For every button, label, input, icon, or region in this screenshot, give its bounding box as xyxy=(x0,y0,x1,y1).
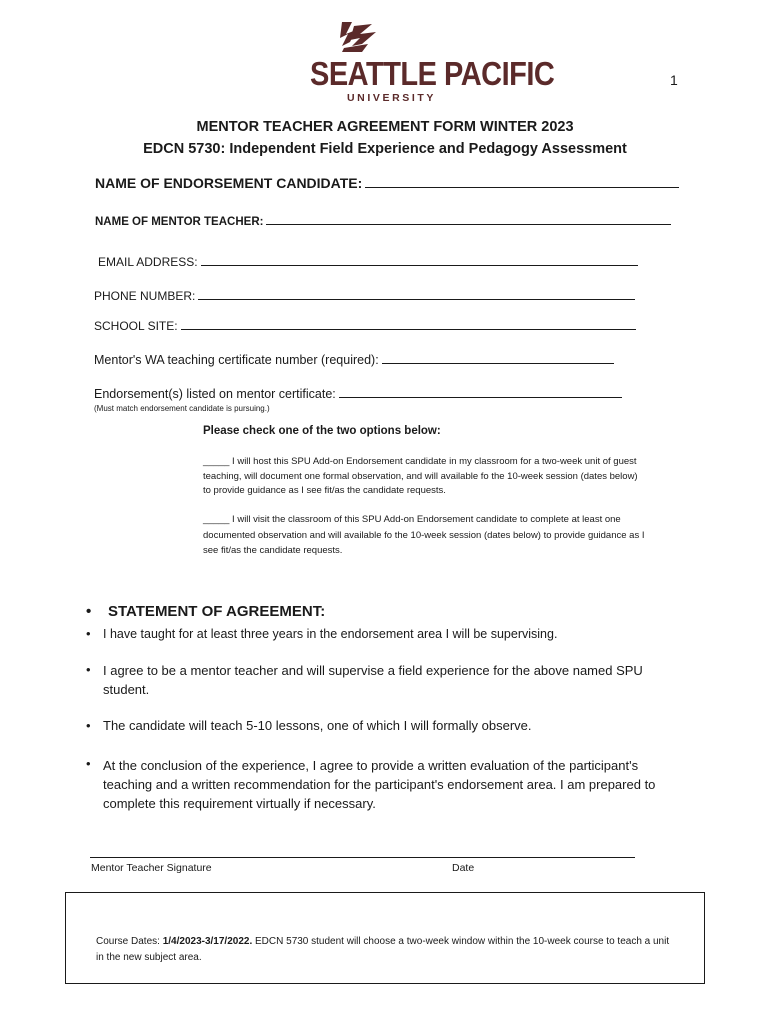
signature-line[interactable] xyxy=(90,857,635,858)
course-dates-prefix: Course Dates: xyxy=(96,936,163,947)
logo-subtitle: UNIVERSITY xyxy=(347,92,437,104)
signature-label: Mentor Teacher Signature xyxy=(91,862,212,874)
date-label: Date xyxy=(452,862,475,874)
agreement-item: At the conclusion of the experience, I agree to provide a written evaluation of the participant's teaching and a written recommendation for the participant's endorsement area. I am prepared to complete this requirement virtually if necessary. xyxy=(103,758,656,811)
agreement-heading-text: STATEMENT OF AGREEMENT: xyxy=(108,603,326,620)
agreement-item: I agree to be a mentor teacher and will supervise a field experience for the above named SPU student. xyxy=(103,663,643,697)
certificate-number-label: Mentor's WA teaching certificate number (required): xyxy=(94,353,379,367)
page-number: 1 xyxy=(670,72,678,88)
bullet-icon: • xyxy=(86,756,91,771)
course-dates-description: EDCN 5730 student will choose a two-week window within the 10-week course to teach a unit in the new subject area. xyxy=(96,936,670,963)
course-dates-text xyxy=(96,934,676,966)
page-subtitle: EDCN 5730: Independent Field Experience and Pedagogy Assessment xyxy=(143,141,627,157)
email-label: EMAIL ADDRESS: xyxy=(98,255,198,269)
school-site-label: SCHOOL SITE: xyxy=(94,319,178,333)
course-dates-range: 1/4/2023-3/17/2022. xyxy=(162,936,253,947)
logo-emblem-icon xyxy=(338,20,380,54)
school-site-field[interactable] xyxy=(94,317,636,333)
heading-bullet-icon: • xyxy=(86,603,92,620)
candidate-name-label: NAME OF ENDORSEMENT CANDIDATE: xyxy=(95,175,363,191)
logo-wordmark: SEATTLE PACIFIC xyxy=(310,56,555,93)
phone-field[interactable] xyxy=(94,287,635,303)
phone-label: PHONE NUMBER: xyxy=(94,289,196,303)
option-visit-observation[interactable]: _____ I will visit the classroom of this SPU Add-on Endorsement candidate to complete at least one documented observation and will available fo the 10-week session (dates below) to provide guidance as I see fit/as the candidate requests. xyxy=(203,514,645,556)
agreement-heading xyxy=(86,603,325,620)
options-heading: Please check one of the two options below: xyxy=(203,425,441,437)
option-host-unit[interactable]: _____ I will host this SPU Add-on Endorsement candidate in my classroom for a two-week unit of guest teaching, will document one formal observation, and will available fo the 10-week session (dates below) to provide guidance as I see fit/as the candidate requests. xyxy=(203,456,638,496)
endorsements-field[interactable] xyxy=(94,385,622,401)
agreement-item: I have taught for at least three years in the endorsement area I will be supervising. xyxy=(103,627,558,641)
agreement-item: The candidate will teach 5-10 lessons, one of which I will formally observe. xyxy=(103,718,532,733)
endorsements-note: (Must match endorsement candidate is pursuing.) xyxy=(94,404,270,413)
university-logo xyxy=(300,18,555,104)
bullet-icon: • xyxy=(86,626,91,641)
certificate-number-field[interactable] xyxy=(94,351,614,367)
mentor-name-label: NAME OF MENTOR TEACHER: xyxy=(95,216,264,228)
email-field[interactable] xyxy=(98,253,638,269)
bullet-icon: • xyxy=(86,662,91,677)
mentor-name-field[interactable] xyxy=(95,212,671,228)
candidate-name-field[interactable] xyxy=(95,175,679,191)
page-title: MENTOR TEACHER AGREEMENT FORM WINTER 2023 xyxy=(196,119,574,135)
bullet-icon: • xyxy=(86,718,91,733)
endorsements-label: Endorsement(s) listed on mentor certificate: xyxy=(94,387,336,401)
